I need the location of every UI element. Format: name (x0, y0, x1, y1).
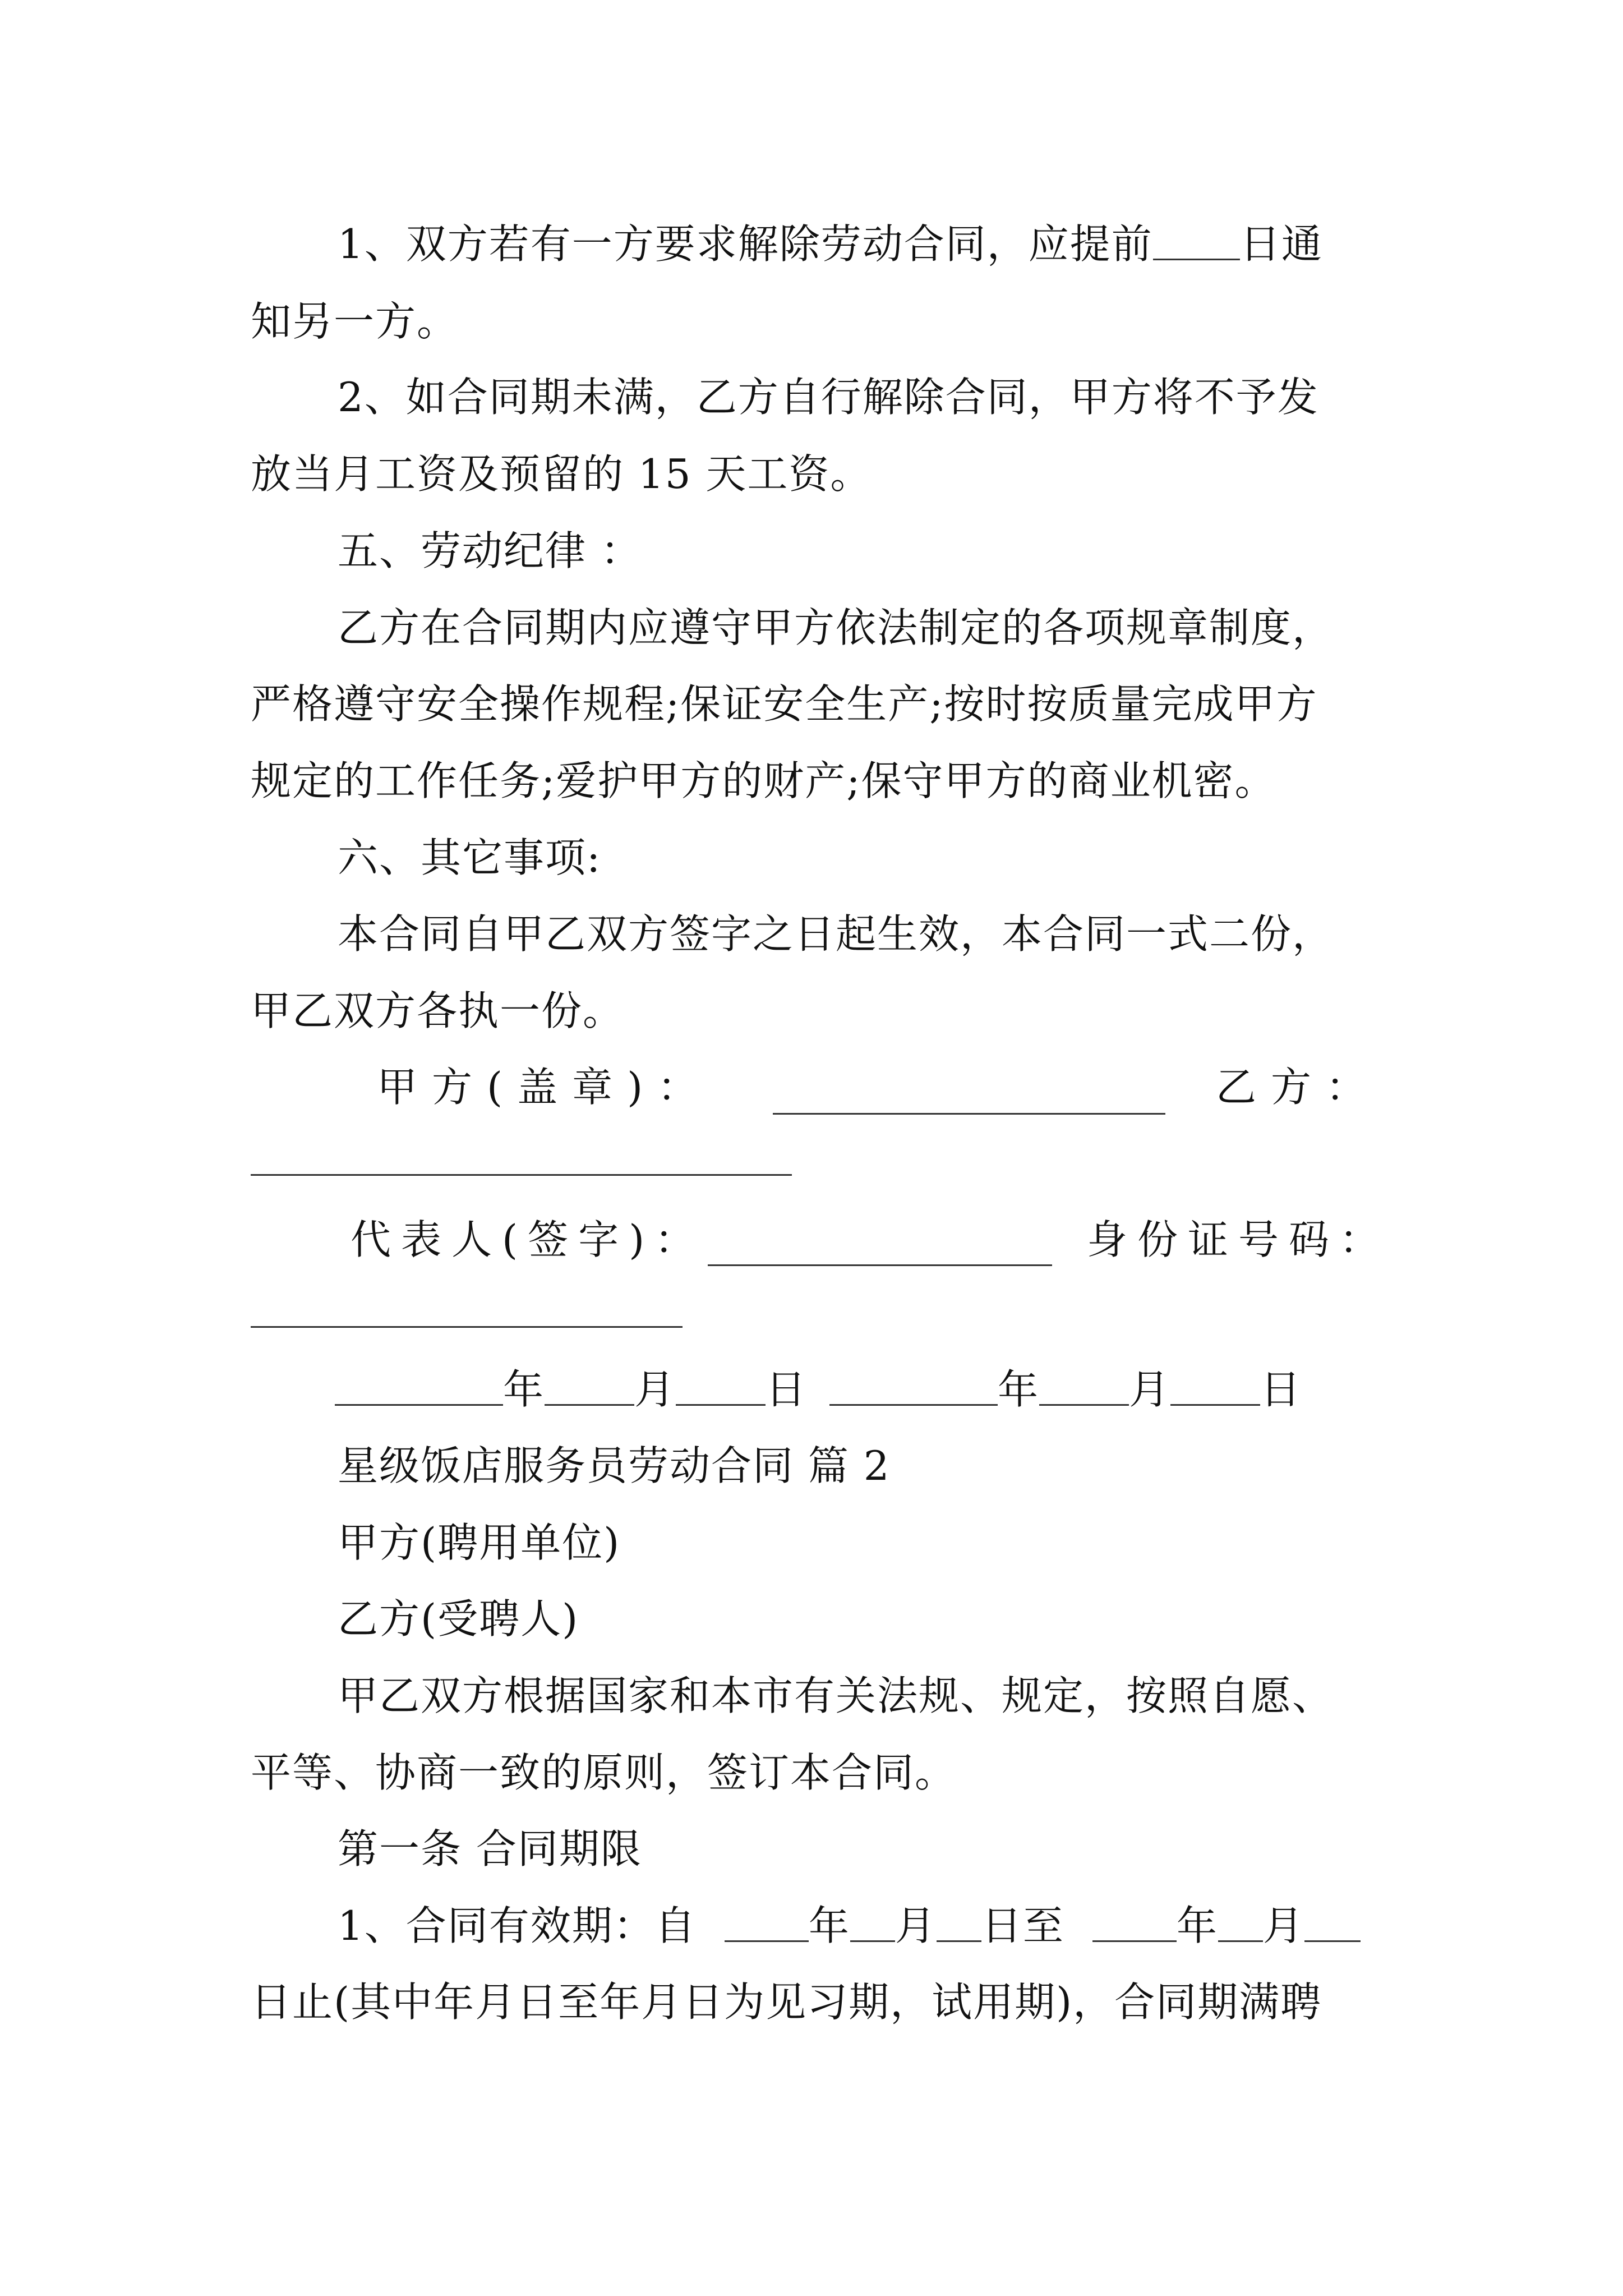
contract-term-text: 1、合同有效期：自 (338, 1902, 697, 1949)
date-a-day-blank (676, 1370, 766, 1406)
section-heading-discipline: 五、劳动纪律 ： (338, 527, 642, 574)
date-b-day-blank (1170, 1370, 1260, 1406)
date-a-year: 年 (503, 1366, 545, 1413)
term-start-year-blank (725, 1907, 809, 1942)
term-end-month: 月 (1262, 1902, 1304, 1949)
discipline-line-2: 严格遵守安全操作规程;保证安全生产;按时按质量完成甲方 (251, 680, 1318, 728)
date-a-month: 月 (634, 1366, 676, 1413)
section-heading-other: 六、其它事项: (338, 834, 602, 881)
date-a-year-blank (335, 1370, 503, 1406)
term-end-month-blank (1218, 1907, 1263, 1942)
contract-term-line-1 (338, 1901, 1361, 1951)
contract-term-line-2: 日止(其中年月日至年月日为见习期，试用期)，合同期满聘 (251, 1978, 1322, 2026)
clause-notice-line-2: 知另一方。 (251, 298, 459, 345)
preamble-line-1: 甲乙双方根据国家和本市有关法规、规定，按照自愿、 (338, 1672, 1334, 1719)
effective-line-1: 本合同自甲乙双方签字之日起生效，本合同一式二份， (338, 910, 1334, 958)
signature-date-line (335, 1364, 1302, 1415)
clause-notice-text-end: 日通 (1239, 220, 1323, 268)
date-a-day: 日 (766, 1366, 808, 1413)
party-a-seal-label: 甲方(盖章)： (377, 1064, 713, 1111)
term-end-year: 年 (1176, 1902, 1218, 1949)
term-start-day-blank (937, 1907, 981, 1942)
id-number-label: 身份证号码： (1087, 1216, 1390, 1263)
contract-2-title: 星级饭店服务员劳动合同 篇 2 (338, 1442, 891, 1489)
date-b-year-blank (829, 1370, 998, 1406)
discipline-line-3: 规定的工作任务;爱护甲方的财产;保守甲方的商业机密。 (251, 757, 1276, 804)
party-b-employee: 乙方(受聘人) (338, 1595, 579, 1642)
term-end-year-blank (1092, 1907, 1177, 1942)
term-start-day-to: 日至 (981, 1902, 1064, 1949)
representative-label: 代表人(签字)： (351, 1216, 706, 1263)
party-a-employer: 甲方(聘用单位) (338, 1519, 621, 1566)
party-b-label: 乙方： (1216, 1064, 1381, 1111)
date-b-year: 年 (998, 1366, 1040, 1413)
representative-line (708, 1264, 1052, 1266)
party-b-line (251, 1174, 792, 1176)
term-start-month-blank (850, 1907, 895, 1942)
party-a-seal-line (773, 1113, 1165, 1115)
date-a-month-blank (545, 1370, 634, 1406)
term-end-day-blank (1304, 1907, 1361, 1942)
clause-notice-text: 1、双方若有一方要求解除劳动合同，应提前 (338, 220, 1153, 268)
term-start-year: 年 (808, 1902, 850, 1949)
clause-notice-line-1 (338, 219, 1323, 269)
notice-days-blank (1153, 225, 1240, 260)
effective-line-2: 甲乙双方各执一份。 (251, 987, 625, 1034)
date-b-month: 月 (1129, 1366, 1171, 1413)
clause-early-termination-line-1: 2、如合同期未满，乙方自行解除合同，甲方将不予发 (338, 374, 1319, 421)
clause-early-termination-line-2: 放当月工资及预留的 15 天工资。 (251, 450, 872, 498)
term-start-month: 月 (895, 1902, 937, 1949)
date-b-month-blank (1039, 1370, 1129, 1406)
id-number-line (251, 1326, 683, 1328)
preamble-line-2: 平等、协商一致的原则，签订本合同。 (251, 1749, 957, 1796)
date-b-day: 日 (1260, 1366, 1302, 1413)
article-1-heading: 第一条 合同期限 (338, 1825, 642, 1872)
discipline-line-1: 乙方在合同期内应遵守甲方依法制定的各项规章制度， (338, 604, 1334, 651)
